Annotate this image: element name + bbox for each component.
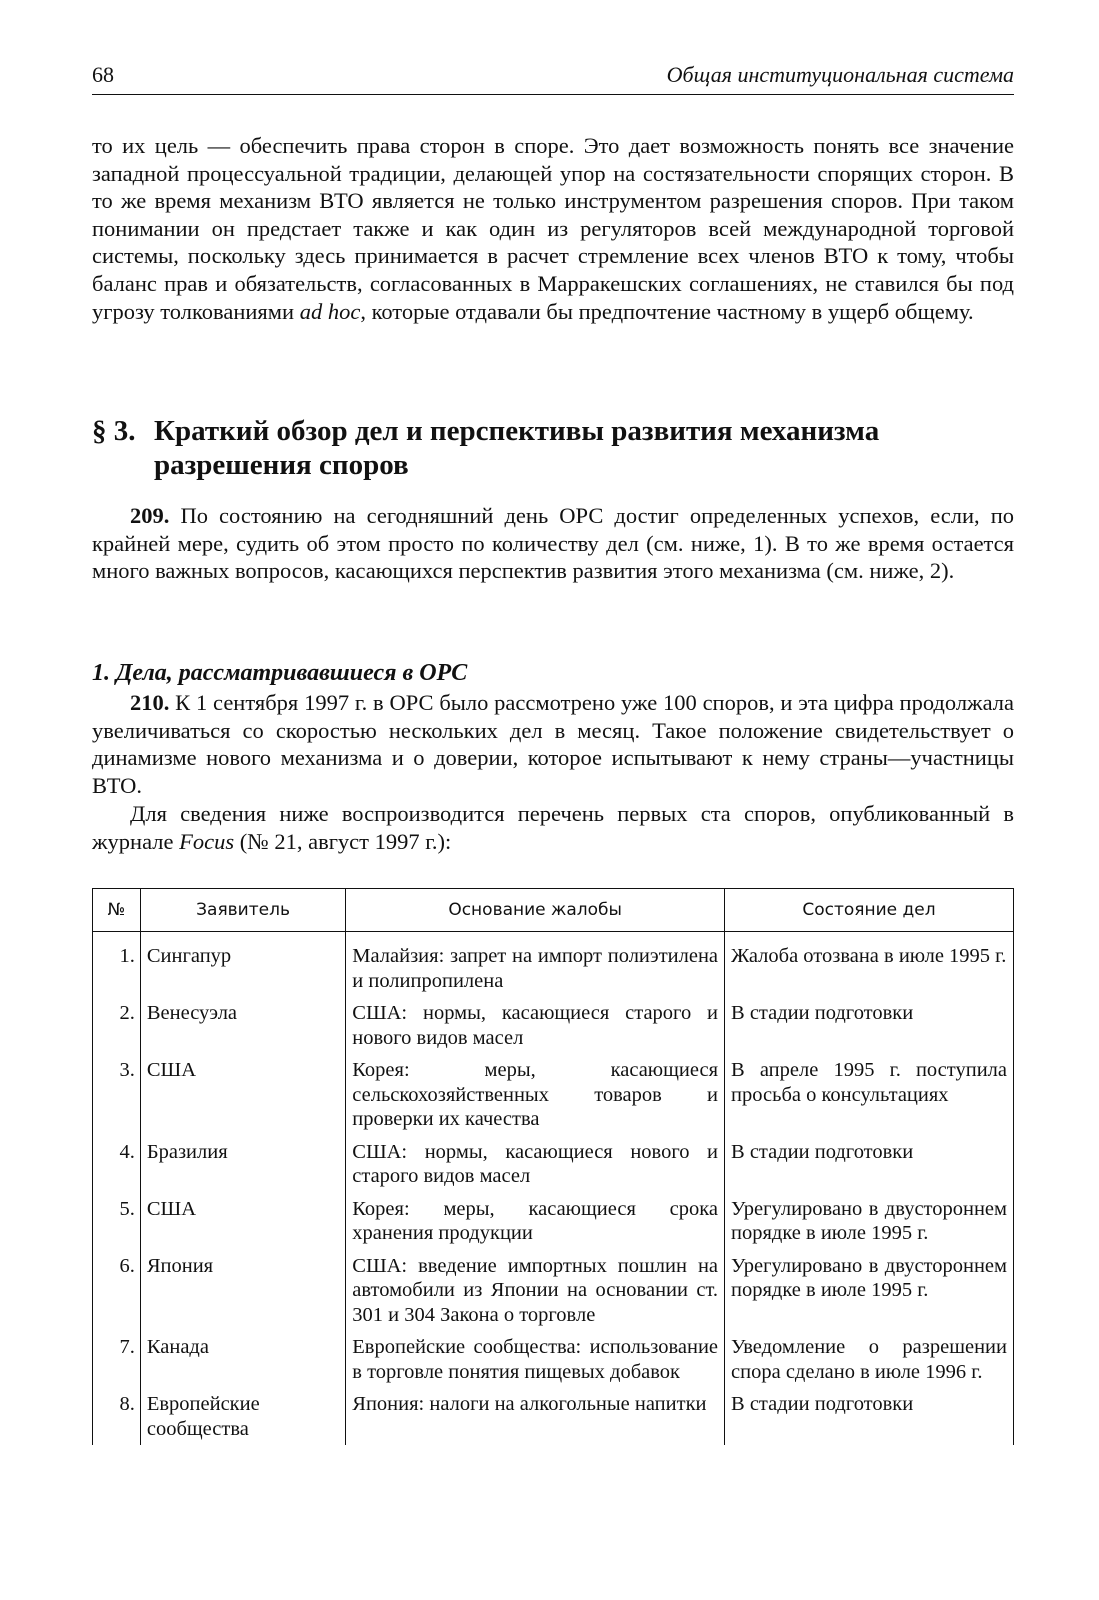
row-status: Урегулировано в двустороннем порядке в июле 1995 г.	[725, 1193, 1014, 1250]
list-intro-before: Для сведения ниже воспроизводится перечень первых ста споров, опубликованный в журнале	[92, 801, 1014, 854]
table-row	[93, 1331, 1014, 1388]
section-heading	[92, 414, 1014, 482]
page-number: 68	[92, 62, 114, 87]
paragraph-210-label: 210.	[130, 690, 170, 715]
intro-paragraph	[92, 132, 1014, 325]
list-intro-after: (№ 21, август 1997 г.):	[234, 828, 452, 854]
row-number: 3.	[93, 1054, 141, 1136]
row-basis: США: нормы, касающиеся старого и нового видов масел	[346, 997, 725, 1054]
row-basis: Европейские сообщества: использование в торговле понятия пищевых добавок	[346, 1331, 725, 1388]
row-basis: Япония: налоги на алкогольные напитки	[346, 1388, 725, 1445]
row-number: 4.	[93, 1136, 141, 1193]
row-status: Жалоба отозвана в июле 1995 г.	[725, 932, 1014, 998]
row-applicant: США	[140, 1054, 345, 1136]
row-applicant: Венесуэла	[140, 997, 345, 1054]
paragraph-210-text: К 1 сентября 1997 г. в ОРС было рассмотрено уже 100 споров, и эта цифра продолжала увеличиваться со скоростью нескольких дел в месяц. Такое положение свидетельствует о динамизме нового механизма и о доверии, которое испытывают к нему страны—участницы ВТО.	[92, 690, 1014, 798]
running-title: Общая институциональная система	[666, 62, 1014, 87]
column-header-number: №	[93, 889, 141, 932]
table-header-row	[93, 889, 1014, 932]
column-header-status: Состояние дел	[725, 889, 1014, 932]
row-basis: Малайзия: запрет на импорт полиэтилена и полипропилена	[346, 932, 725, 998]
table-row	[93, 1388, 1014, 1445]
row-number: 5.	[93, 1193, 141, 1250]
row-status: В апреле 1995 г. поступила просьба о консультациях	[725, 1054, 1014, 1136]
disputes-table	[92, 888, 1014, 1445]
intro-text-before: то их цель — обеспечить права сторон в споре. Это дает возможность понять все значение западной процессуальной традиции, делающей упор на состязательности спорящих сторон. В то же время механизм ВТО является не только инструментом разрешения споров. При таком понимании он предстает также и как один из регуляторов всей международной торговой системы, поскольку здесь принимается в расчет стремление всех членов ВТО к тому, чтобы баланс прав и обязательств, согласованных в Марракешских соглашениях, не ставился бы под угрозу толкованиями	[92, 133, 1014, 324]
paragraph-209-text: По состоянию на сегодняшний день ОРС достиг определенных успехов, если, по крайней мере, судить об этом просто по количеству дел (см. ниже, 1). В то же время остается много важных вопросов, касающихся перспектив развития этого механизма (см. ниже, 2).	[92, 503, 1014, 584]
list-intro-paragraph	[92, 800, 1014, 855]
table-row	[93, 1054, 1014, 1136]
row-applicant: Бразилия	[140, 1136, 345, 1193]
row-number: 6.	[93, 1250, 141, 1332]
table-row	[93, 1193, 1014, 1250]
table-row	[93, 932, 1014, 998]
paragraph-209	[92, 502, 1014, 585]
row-basis: США: нормы, касающиеся нового и старого видов масел	[346, 1136, 725, 1193]
row-status: В стадии подготовки	[725, 1388, 1014, 1445]
table-row	[93, 1136, 1014, 1193]
section-title: Краткий обзор дел и перспективы развития механизма разрешения споров	[154, 415, 880, 481]
table-row	[93, 1250, 1014, 1332]
row-status: В стадии подготовки	[725, 997, 1014, 1054]
row-basis: США: введение импортных пошлин на автомобили из Японии на основании ст. 301 и 304 Закона о торговле	[346, 1250, 725, 1332]
section-number: § 3.	[92, 415, 136, 447]
row-basis: Корея: меры, касающиеся срока хранения продукции	[346, 1193, 725, 1250]
paragraph-210	[92, 689, 1014, 799]
page-header	[92, 62, 1014, 95]
row-applicant: Япония	[140, 1250, 345, 1332]
row-status: Уведомление о разрешении спора сделано в июле 1996 г.	[725, 1331, 1014, 1388]
row-applicant: Сингапур	[140, 932, 345, 998]
column-header-basis: Основание жалобы	[346, 889, 725, 932]
row-applicant: США	[140, 1193, 345, 1250]
intro-italic-term: ad hoc	[299, 298, 361, 324]
row-status: Урегулировано в двустороннем порядке в июле 1995 г.	[725, 1250, 1014, 1332]
subsection-heading: 1. Дела, рассматривавшиеся в ОРС	[92, 660, 468, 686]
row-number: 8.	[93, 1388, 141, 1445]
row-number: 2.	[93, 997, 141, 1054]
row-status: В стадии подготовки	[725, 1136, 1014, 1193]
row-basis: Корея: меры, касающиеся сельскохозяйственных товаров и проверки их качества	[346, 1054, 725, 1136]
column-header-applicant: Заявитель	[140, 889, 345, 932]
paragraph-209-label: 209.	[130, 503, 170, 528]
row-applicant: Канада	[140, 1331, 345, 1388]
journal-name: Focus	[179, 828, 235, 854]
row-applicant: Европейские сообщества	[140, 1388, 345, 1445]
row-number: 7.	[93, 1331, 141, 1388]
row-number: 1.	[93, 932, 141, 998]
intro-text-after: , которые отдавали бы предпочтение частному в ущерб общему.	[360, 298, 974, 324]
table-row	[93, 997, 1014, 1054]
